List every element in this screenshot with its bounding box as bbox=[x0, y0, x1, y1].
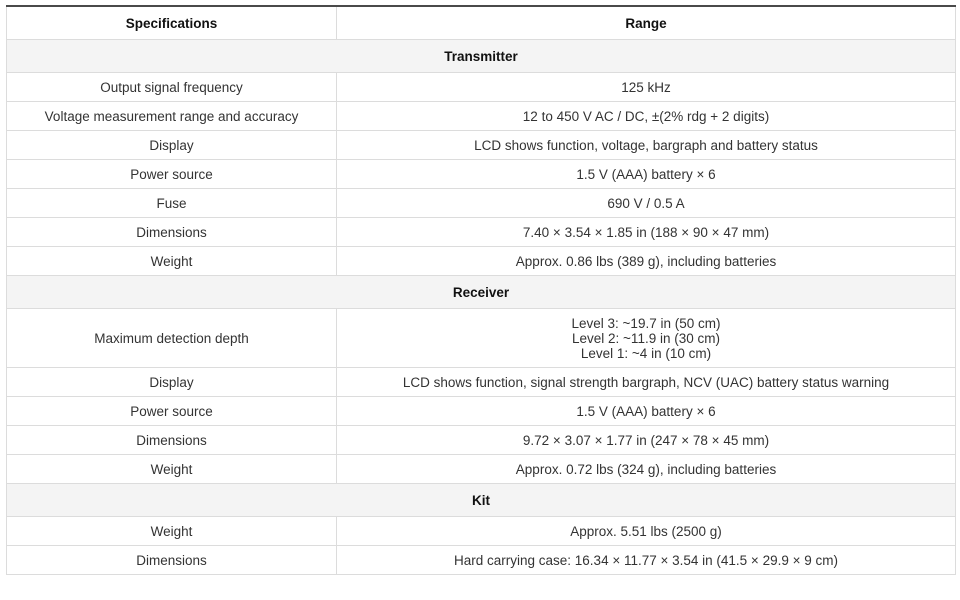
detection-level-3: Level 3: ~19.7 in (50 cm) bbox=[571, 315, 721, 331]
spec-name: Dimensions bbox=[7, 426, 337, 455]
table-row bbox=[7, 546, 956, 575]
detection-level-2: Level 2: ~11.9 in (30 cm) bbox=[572, 330, 720, 346]
table-row bbox=[7, 309, 956, 368]
table-row bbox=[7, 455, 956, 484]
spec-name: Voltage measurement range and accuracy bbox=[7, 102, 337, 131]
table-row bbox=[7, 247, 956, 276]
spec-name: Display bbox=[7, 131, 337, 160]
spec-value: Approx. 0.72 lbs (324 g), including batteries bbox=[337, 455, 956, 484]
header-range: Range bbox=[337, 6, 956, 40]
spec-name: Dimensions bbox=[7, 546, 337, 575]
table-row bbox=[7, 397, 956, 426]
spec-name: Maximum detection depth bbox=[7, 309, 337, 368]
spec-name: Weight bbox=[7, 247, 337, 276]
spec-value: Approx. 5.51 lbs (2500 g) bbox=[337, 517, 956, 546]
spec-value: 1.5 V (AAA) battery × 6 bbox=[337, 397, 956, 426]
spec-value: Approx. 0.86 lbs (389 g), including batteries bbox=[337, 247, 956, 276]
spec-value: LCD shows function, signal strength bargraph, NCV (UAC) battery status warning bbox=[337, 368, 956, 397]
spec-name: Power source bbox=[7, 160, 337, 189]
spec-value: 690 V / 0.5 A bbox=[337, 189, 956, 218]
table-row bbox=[7, 102, 956, 131]
table-row bbox=[7, 189, 956, 218]
section-title: Transmitter bbox=[7, 40, 956, 73]
section-title: Kit bbox=[7, 484, 956, 517]
spec-name: Dimensions bbox=[7, 218, 337, 247]
spec-value: 9.72 × 3.07 × 1.77 in (247 × 78 × 45 mm) bbox=[337, 426, 956, 455]
table-row bbox=[7, 160, 956, 189]
spec-name: Power source bbox=[7, 397, 337, 426]
table-header-row bbox=[7, 6, 956, 40]
spec-value bbox=[337, 309, 956, 368]
table-row bbox=[7, 517, 956, 546]
section-row-transmitter bbox=[7, 40, 956, 73]
header-specifications: Specifications bbox=[7, 6, 337, 40]
spec-name: Weight bbox=[7, 517, 337, 546]
spec-value: 7.40 × 3.54 × 1.85 in (188 × 90 × 47 mm) bbox=[337, 218, 956, 247]
spec-name: Display bbox=[7, 368, 337, 397]
spec-name: Weight bbox=[7, 455, 337, 484]
section-row-receiver bbox=[7, 276, 956, 309]
spec-value: LCD shows function, voltage, bargraph and battery status bbox=[337, 131, 956, 160]
specifications-table bbox=[6, 5, 956, 575]
detection-level-1: Level 1: ~4 in (10 cm) bbox=[580, 345, 712, 361]
spec-value: 1.5 V (AAA) battery × 6 bbox=[337, 160, 956, 189]
table-row bbox=[7, 131, 956, 160]
section-row-kit bbox=[7, 484, 956, 517]
spec-value: Hard carrying case: 16.34 × 11.77 × 3.54 in (41.5 × 29.9 × 9 cm) bbox=[337, 546, 956, 575]
table-row bbox=[7, 218, 956, 247]
table-row bbox=[7, 368, 956, 397]
section-title: Receiver bbox=[7, 276, 956, 309]
table-row bbox=[7, 73, 956, 102]
spec-name: Output signal frequency bbox=[7, 73, 337, 102]
table-row bbox=[7, 426, 956, 455]
spec-value: 12 to 450 V AC / DC, ±(2% rdg + 2 digits) bbox=[337, 102, 956, 131]
spec-value: 125 kHz bbox=[337, 73, 956, 102]
spec-name: Fuse bbox=[7, 189, 337, 218]
